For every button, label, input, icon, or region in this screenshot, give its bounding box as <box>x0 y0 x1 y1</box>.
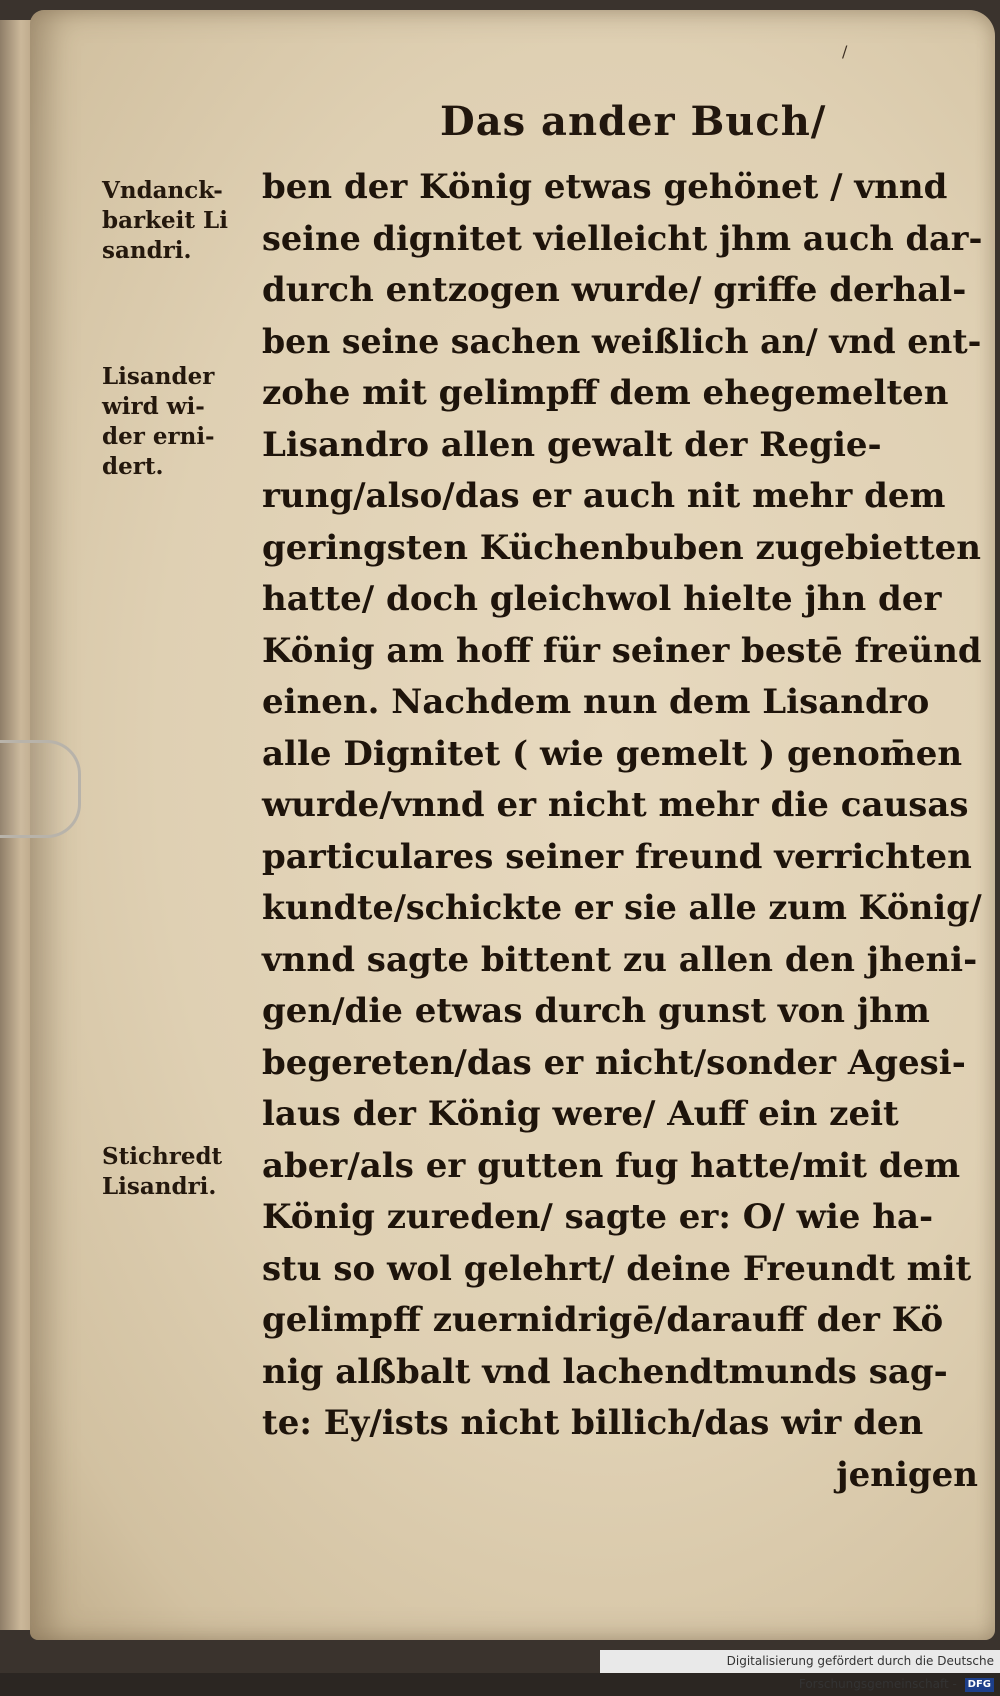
margin-note-line: der erni- <box>102 423 215 450</box>
text-line: ben der König etwas gehönet / vnnd <box>262 167 948 207</box>
text-line: zohe mit gelimpff dem ehegemelten <box>262 373 949 413</box>
text-line: nig alßbalt vnd lachendtmunds sag- <box>262 1351 948 1392</box>
text-line: begereten/das er nicht/sonder Agesi- <box>262 1042 966 1083</box>
running-head: Das ander Buch/ <box>440 98 827 145</box>
margin-note-1 <box>102 176 228 266</box>
text-line: alle Dignitet ( wie gemelt ) genom̄en <box>262 733 963 774</box>
text-line: gelimpff zuernidrigē/darauff der Kö <box>262 1300 944 1340</box>
text-line: einen. Nachdem nun dem Lisandro <box>262 682 930 722</box>
margin-note-line: wird wi- <box>102 393 205 420</box>
margin-note-3 <box>102 1142 222 1202</box>
page-clip <box>0 740 81 838</box>
text-line: te: Ey/ists nicht billich/das wir den <box>262 1403 924 1443</box>
digitization-footer <box>600 1650 1000 1691</box>
text-line: seine dignitet vielleicht jhm auch dar- <box>262 218 983 259</box>
text-line: vnnd sagte bittent zu allen den jheni- <box>262 939 978 980</box>
text-line: durch entzogen wurde/ griffe derhal- <box>262 270 967 310</box>
text-line: geringsten Küchenbuben zugebietten <box>262 527 982 568</box>
text-line: ben seine sachen weißlich an/ vnd ent- <box>262 321 982 362</box>
text-line: aber/als er gutten fug hatte/mit dem <box>262 1145 961 1186</box>
margin-note-line: dert. <box>102 453 164 480</box>
body-text <box>262 162 982 1501</box>
margin-note-2 <box>102 362 215 482</box>
margin-note-line: Lisander <box>102 363 215 390</box>
text-line: gen/die etwas durch gunst von jhm <box>262 991 930 1031</box>
text-line: hatte/ doch gleichwol hielte jhn der <box>262 579 942 619</box>
text-line: rung/also/das er auch nit mehr dem <box>262 476 946 516</box>
margin-note-line: Stichredt <box>102 1143 223 1170</box>
margin-note-line: Lisandri. <box>102 1173 217 1200</box>
text-line: stu so wol gelehrt/ deine Freundt mit <box>262 1248 972 1289</box>
text-line: wurde/vnnd er nicht mehr die causas <box>262 785 969 825</box>
folio-mark: / <box>842 42 848 61</box>
text-line: König zureden/ sagte er: O/ wie ha- <box>262 1197 934 1237</box>
text-line: Lisandro allen gewalt der Regie- <box>262 424 882 465</box>
text-line: kundte/schickte er sie alle zum König/ <box>262 888 982 928</box>
margin-note-line: sandri. <box>102 237 192 264</box>
margin-note-line: barkeit Li <box>102 207 228 234</box>
text-line: particulares seiner freund verrichten <box>262 836 972 877</box>
text-line: König am hoff für seiner bestē freünd <box>262 630 982 671</box>
catchword: jenigen <box>836 1454 978 1495</box>
footer-text: Digitalisierung gefördert durch die Deutsche Forschungsgemeinschaft - <box>726 1654 994 1691</box>
margin-note-line: Vndanck- <box>102 177 223 204</box>
text-line: laus der König were/ Auff ein zeit <box>262 1094 899 1134</box>
dfg-logo-icon: DFG <box>965 1678 994 1692</box>
